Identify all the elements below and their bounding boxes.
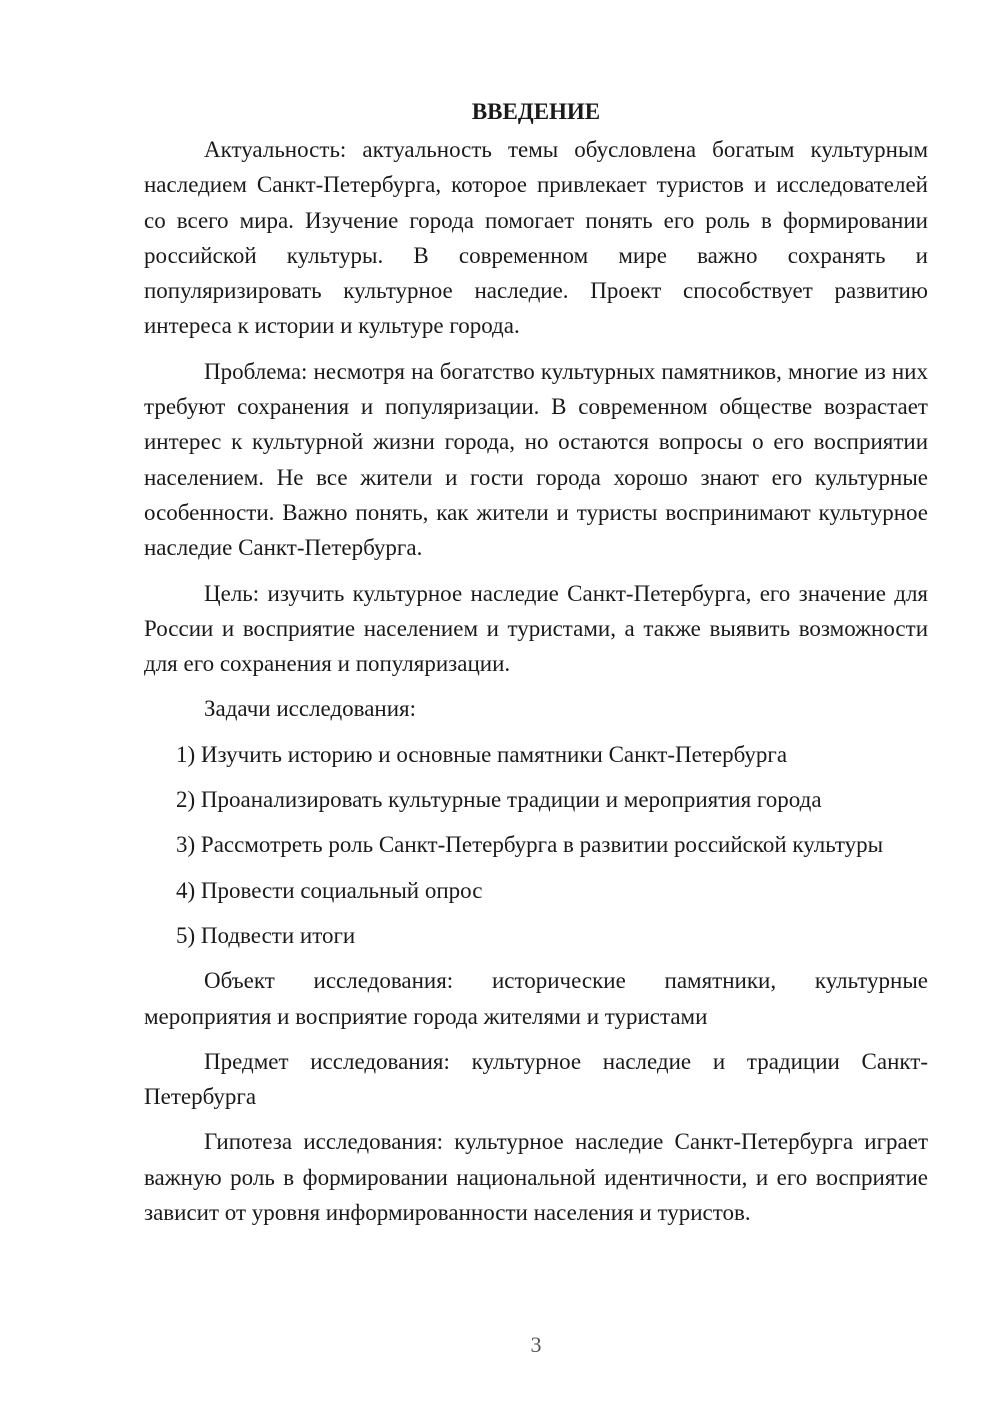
- paragraph-relevance: Актуальность: актуальность темы обусловлена богатым культурным наследием Санкт-Петербурга, которое привлекает туристов и исследователей со всего мира. Изучение города помогает понять его роль в формировании российской культуры. В современном мире важно сохранять и популяризировать культурное наследие. Проект способствует развитию интереса к истории и культуре города.: [144, 137, 928, 339]
- paragraph-object: Объект исследования: исторические памятники, культурные мероприятия и восприятие города жителями и туристами: [144, 968, 928, 1029]
- task-item-1: 1) Изучить историю и основные памятники Санкт-Петербурга: [176, 741, 788, 767]
- paragraph-goal: Цель: изучить культурное наследие Санкт-Петербурга, его значение для России и восприятие населением и туристами, а также выявить возможности для его сохранения и популяризации.: [144, 580, 928, 677]
- task-item-5: 5) Подвести итоги: [176, 922, 356, 948]
- document-page: [144, 92, 928, 1240]
- paragraph-hypothesis: Гипотеза исследования: культурное наследие Санкт-Петербурга играет важную роль в формировании национальной идентичности, и его восприятие зависит от уровня информированности населения и туристов.: [144, 1129, 928, 1226]
- paragraph-tasks-heading: Задачи исследования:: [204, 696, 417, 722]
- task-item-4: 4) Провести социальный опрос: [176, 877, 483, 903]
- page-number: 3: [530, 1332, 542, 1357]
- page-title: ВВЕДЕНИЕ: [471, 99, 601, 124]
- task-item-3: 3) Рассмотреть роль Санкт-Петербурга в развитии российской культуры: [176, 832, 884, 858]
- paragraph-problem: Проблема: несмотря на богатство культурных памятников, многие из них требуют сохранения и популяризации. В современном обществе возрастает интерес к культурной жизни города, но остаются вопросы о его восприятии населением. Не все жители и гости города хорошо знают его культурные особенности. Важно понять, как жители и туристы воспринимают культурное наследие Санкт-Петербурга.: [144, 358, 928, 561]
- paragraph-subject: Предмет исследования: культурное наследие и традиции Санкт-Петербурга: [144, 1048, 928, 1110]
- task-item-2: 2) Проанализировать культурные традиции и мероприятия города: [176, 787, 822, 813]
